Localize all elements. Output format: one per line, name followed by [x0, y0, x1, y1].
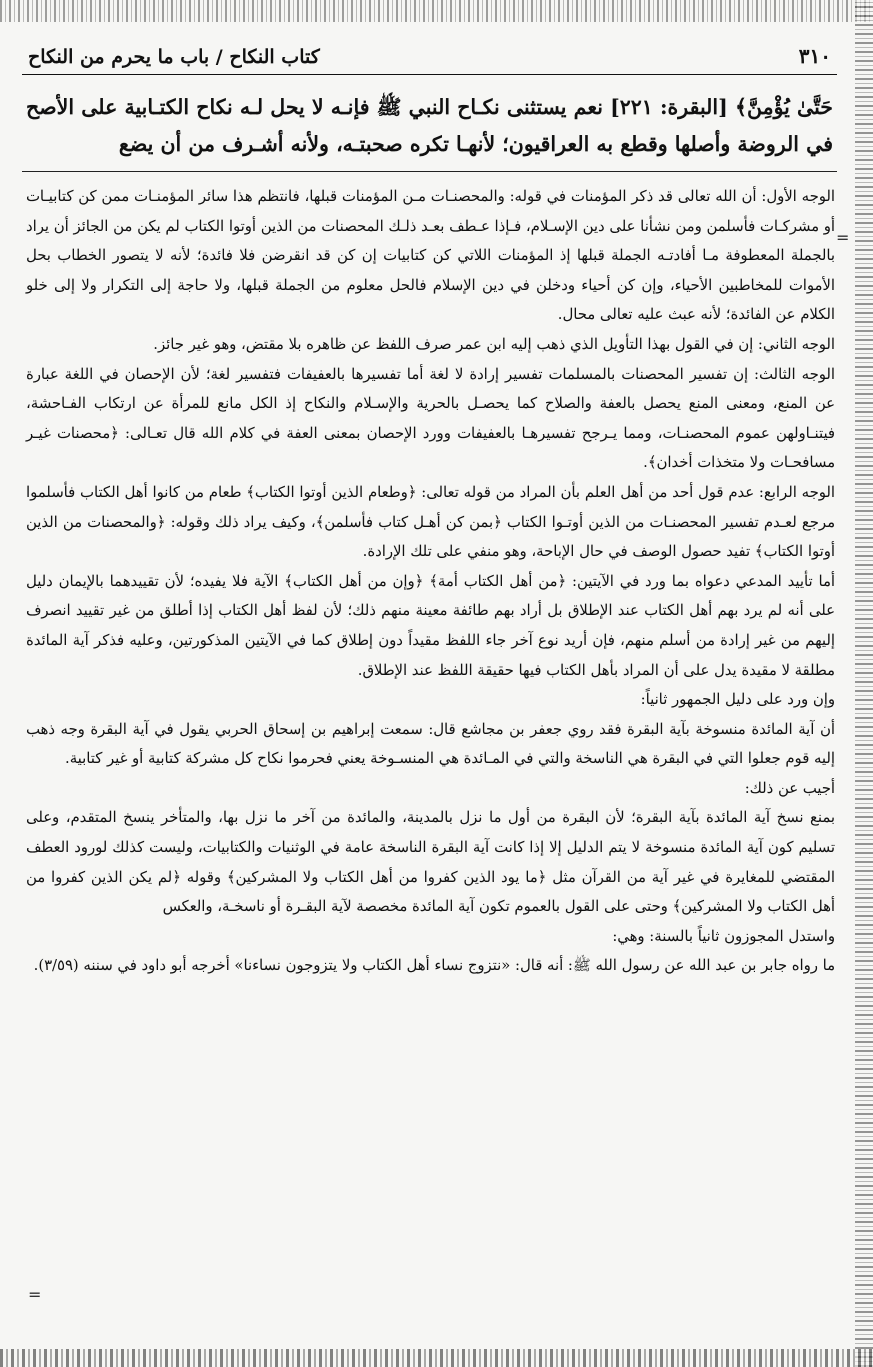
paragraph-third-aspect: الوجه الثالث: إن تفسير المحصنات بالمسلمات تفسير إرادة لا لغة أما تفسيرها بالعفيفات فتفسير لغة؛ لأن الإحصان في اللغة عبارة عن المنع، ومعنى المنع يحصل بالعفة والصلاح كما يحصـل بالحرية والإسـلام والنكاح إذ الكل مانع للمرأة عن ارتكاب الفـاحشة، فيتنـاولهن عموم المحصنـات، ومما يـرجح تفسيرهـا بالعفيفات وورد الإحصان بمعنى العفة في كلام الله قال تعـالى: ﴿محصنات غيـر مسافحـات ولا متخذات أخدان﴾. [26, 365, 835, 472]
page-number: ٣١٠ [798, 44, 831, 68]
right-ornament-border [855, 0, 873, 1367]
chapter-title: كتاب النكاح / باب ما يحرم من النكاح [28, 46, 320, 68]
running-header [22, 40, 837, 75]
paragraph-abrogation-claim: أن آية المائدة منسوخة بآية البقرة فقد روي جعفر بن مجاشع قال: سمعت إبراهيم بن إسحاق الحربي يقول في آية البقرة وجه ذهب إليه قوم جعلوا التي في البقرة هي الناسخة والتي في المـائدة هي المنسـوخة يعني فحرموا نكاح كل مشركة كتابية أو غير كتابية. [26, 720, 835, 768]
paragraph-claim-support: أما تأييد المدعي دعواه بما ورد في الآيتين: ﴿من أهل الكتاب أمة﴾ ﴿وإن من أهل الكتاب﴾ الآية فلا يفيده؛ لأن تقييدهما بالإيمان دليل على أنه لم يرد بهم أهل الكتاب عند الإطلاق بل أراد بهم طائفة معينة منهم ذلك؛ لأن لفظ أهل الكتاب إذا أطلق من غير تقييد انصرف إليهم من غير إرادة من أسلم منهم، فإن أريد نوع آخر جاء اللفظ مقيداً دون إطلاق كما في الآيتين المذكورتين، وعليه فذكر آية المائدة مطلقة لا مقيدة يدل على أن المراد بأهل الكتاب فيها حقيقة اللفظ عند الإطلاق. [26, 572, 835, 679]
footnote-body [22, 172, 837, 981]
paragraph-hadith: ما رواه جابر بن عبد الله عن رسول الله ﷺ: أنه قال: «نتزوج نساء أهل الكتاب ولا يتزوجون نساءنا» أخرجه أبو داود في سننه (٣/٥٩). [33, 957, 835, 975]
bottom-ornament-border [0, 1349, 873, 1367]
paragraph-answer: بمنع نسخ آية المائدة بآية البقرة؛ لأن البقرة من أول ما نزل بالمدينة، والمائدة من آخر ما نزل بها، والمتأخر ينسخ المتقدم، وعلى تسليم كون آية المائدة منسوخة لا يتم الدليل إلا إذا كانت آية البقرة الناسخة عامة في الوثنيات والكتابيات، وليست كذلك لورود العطف المقتضي للمغايرة في غير آية من القرآن مثل ﴿ما يود الذين كفروا من أهل الكتاب ولا المشركين﴾ وقوله ﴿لم يكن الذين كفروا من أهل الكتاب ولا المشركين﴾ وحتى على القول بالعموم تكون آية المائدة مخصصة لآية البقـرة أو ناسخـة، والعكس [26, 809, 835, 916]
main-text-lead: حَتَّىٰ يُؤْمِنَّ﴾ [البقرة: ٢٢١] نعم يستثنى نكـاح النبي ﷺ فإنـه لا يحل لـه نكاح الكتـابية على الأصح في الروضة وأصلها وقطع به العراقيون؛ لأنهـا تكره صحبتـه، ولأنه أشـرف من أن يضع [22, 75, 837, 172]
paragraph-answer-heading: أجيب عن ذلك: [744, 779, 835, 797]
paragraph-sunnah-evidence: واستدل المجوزون ثانياً بالسنة: وهي: [612, 927, 835, 945]
margin-mark-top: = [836, 228, 850, 247]
margin-mark-bottom: = [28, 1285, 42, 1304]
paragraph-objection-heading: وإن ورد على دليل الجمهور ثانياً: [640, 691, 835, 709]
paragraph-fourth-aspect: الوجه الرابع: عدم قول أحد من أهل العلم بأن المراد من قوله تعالى: ﴿وطعام الذين أوتوا الكتاب﴾ طعام من كانوا أهل الكتاب فأسلموا مرجع لعـدم تفسير المحصنـات من الذين أوتـوا الكتاب ﴿بمن كن أهـل كتاب فأسلمن﴾، وكيف يراد ذلك وقوله: ﴿والمحصنات من الذين أوتوا الكتاب﴾ تفيد حصول الوصف في حال الإباحة، وهو منفي على تلك الإرادة. [26, 483, 835, 561]
paragraph-second-aspect: الوجه الثاني: إن في القول بهذا التأويل الذي ذهب إليه ابن عمر صرف اللفظ عن ظاهره بلا مقتض، وهو غير جائز. [153, 335, 835, 353]
paragraph-first-aspect: الوجه الأول: أن الله تعالى قد ذكر المؤمنات في قوله: والمحصنـات مـن المؤمنات قبلها، فانتظم هذا سائر المؤمنـات ممن كن كتابيـات أو مشركـات فأسلمن ومن نشأنا على دين الإسـلام، فـإذا عـطف بعـد ذلـك المحصنات من الذين أوتوا الكتاب لم يكن من الجائز أن يراد بالجملة المعطوفة مـا أفادتـه الجملة قبلها إذ المؤمنات اللاتي كن كتابيات إن كن قد انقرضن فلا فائدة؛ لأنه لا يتصور الخطاب بحل الأموات للمخاطبين الأحياء، وإن كن أحياء ودخلن في دين الإسلام فالحل معلوم من الجملة قبلها، ولا حاجة إلى التكرار ولا إلى خلو الكلام عن الفائدة؛ لأنه عبث عليه تعالى محال. [26, 188, 835, 324]
top-ornament-border [0, 0, 873, 22]
book-page [22, 40, 837, 981]
